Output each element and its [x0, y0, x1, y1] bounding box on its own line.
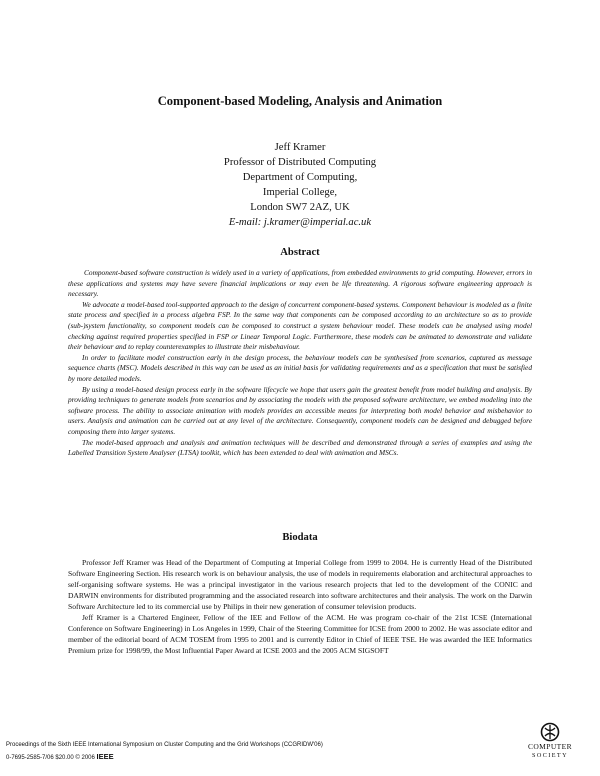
author-email: E-mail: j.kramer@imperial.ac.uk: [228, 217, 372, 228]
footer-proceedings: Proceedings of the Sixth IEEE International Symposium on Cluster Computing and the Grid Workshops (CCGRIDW'06): [6, 742, 323, 748]
author-institution: Imperial College,: [262, 187, 338, 198]
biodata-paragraph: Professor Jeff Kramer was Head of the Department of Computing at Imperial College from 1999 to 2004. He is currently Head of the Distributed Software Engineering Section. His research work is on behaviour analysis, the use of models in requirements elaboration and architectural approaches to self-organising software systems. He was a principal investigator in the various research projects that led to the development of the CONIC and DARWIN environments for distributed programming and the associated research into software architectures and their analysis. The work on the Darwin Software Architecture led to its commercial use by Philips in their new generation of consumer television products.: [68, 558, 532, 611]
footer-ieee: IEEE: [96, 752, 114, 761]
abstract-paragraph: Component-based software construction is widely used in a variety of applications, from embedded environments to grid computing. However, errors in these applications and systems may have severe financial implications or may even be life threatening. A rigorous software engineering approach is necessary.: [68, 268, 532, 299]
abstract-paragraph: By using a model-based design process early in the software lifecycle we hope that users gain the greatest benefit from model building and analysis. By providing techniques to generate models from scenarios and by associating the models with the proposed software architecture, we embed modeling into the software process. The ability to associate animation with models provides an accessible means for interpreting both model behavior and misbehavior to users. Analysis and animation can be carried out at any level of the architecture. Consequently, component models can be designed and debugged before composing them into larger systems.: [68, 384, 532, 436]
abstract-body: [68, 268, 532, 459]
author-address: London SW7 2AZ, UK: [250, 202, 350, 213]
footer-copyright-line: [6, 751, 323, 764]
abstract-paragraph: The model-based approach and analysis and animation techniques will be described and demonstrated through a series of examples and using the Labelled Transition System Analyser (LTSA) toolkit, which has been extended to deal with animation and MSCs.: [68, 437, 532, 458]
abstract-paragraph: In order to facilitate model construction early in the design process, the behaviour models can be synthesised from scenarios, captured as message sequence charts (MSC). Models described in this way can be used as an initial basis for validating requirements and as a specification that must be satisfied by more detailed models.: [68, 352, 532, 383]
biodata-paragraph: Jeff Kramer is a Chartered Engineer, Fellow of the IEE and Fellow of the ACM. He was program co-chair of the 21st ICSE (International Conference on Software Engineering) in Los Angeles in 1999, Chair of the Steering Committee for ICSE from 2000 to 2002. He was associate editor and member of the editorial board of ACM TOSEM from 1995 to 2001 and is currently Editor in Chief of IEEE TSE. He was awarded the IEE Informatics Premium prize for 1998/99, the Most Influential Paper Award at ICSE 2003 and the 2005 ACM SIGSOFT: [68, 613, 532, 655]
logo-line-computer: COMPUTER: [527, 742, 573, 751]
abstract-heading: Abstract: [280, 247, 320, 258]
author-department: Department of Computing,: [242, 172, 358, 183]
computer-society-logo: [515, 722, 585, 760]
computer-society-emblem-icon: [540, 722, 560, 742]
logo-line-society: SOCIETY: [532, 752, 568, 759]
biodata-heading: Biodata: [282, 532, 318, 543]
author-name: Jeff Kramer: [274, 142, 326, 153]
paper-title: Component-based Modeling, Analysis and Animation: [157, 94, 443, 108]
author-position: Professor of Distributed Computing: [223, 157, 377, 168]
biodata-body: [68, 557, 532, 656]
author-block: [0, 140, 600, 230]
footer-isbn: 0-7695-2585-7/06 $20.00 © 2006: [6, 755, 95, 761]
abstract-paragraph: We advocate a model-based tool-supported approach to the design of concurrent component-based systems. Component behaviour is modeled as a finite state process and specified in a process algebra FSP. In the same way that components can be composed according to an architecture so as to provide (sub-)system functionality, so component models can be composed to construct a system behaviour model. These models can be analysed using model checking against required properties specified in FSP or Linear Temporal Logic. Furthermore, these models can be animated to demonstrate and validate their behaviour and to replay counterexamples to illustrate their misbehaviour.: [68, 299, 532, 352]
page-footer: [6, 740, 323, 764]
